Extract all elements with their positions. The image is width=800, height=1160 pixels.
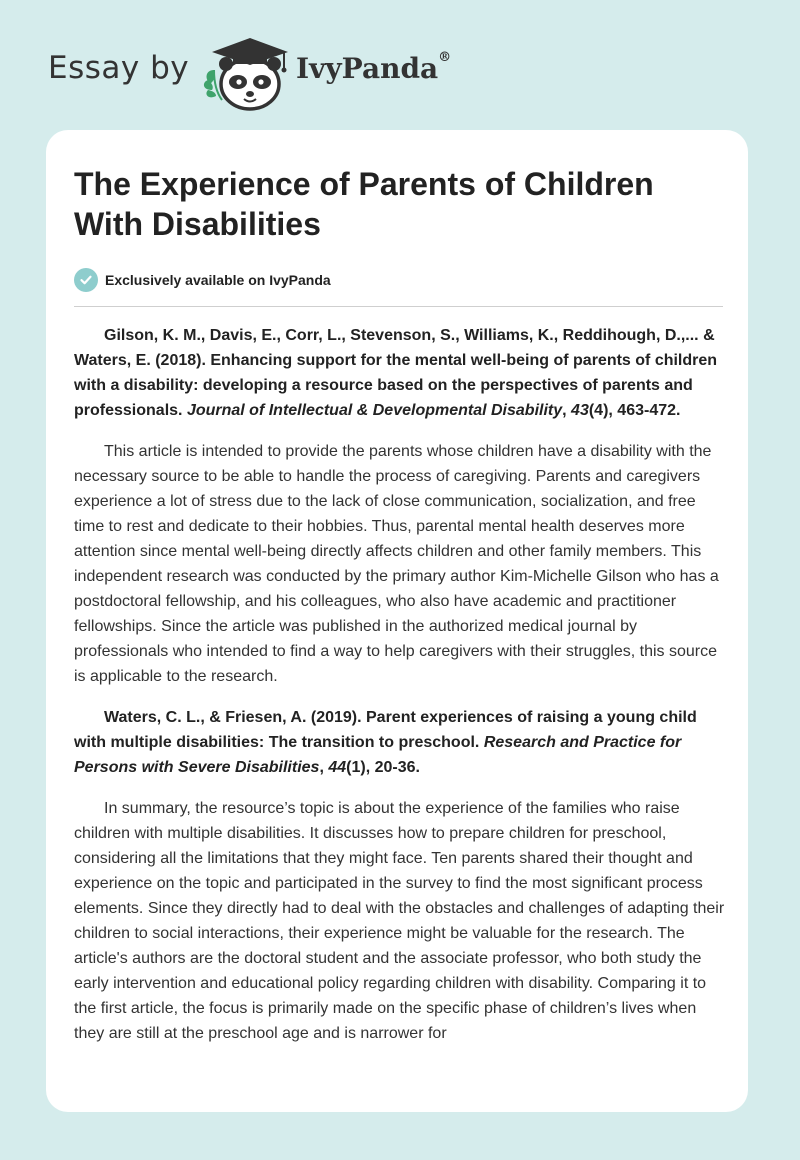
body-paragraph: In summary, the resource’s topic is about the experience of the families who raise children with multiple disabilities. It discusses how to prepare children for preschool, considering all the limitations that they might face. Ten parents shared their thought and experience on the topic and participated in the survey to find the most significant process elements. Since they directly had to deal with the obstacles and challenges of adapting their children to social interactions, their experience might be valuable for the research. The article's authors are the doctoral student and the associate professor, who both study the early intervention and educational policy regarding children with disability. Comparing it to the first article, the focus is primarily made on the specific phase of children’s lives when they are still at the preschool age and is narrower for <box>74 800 725 1042</box>
brand-prefix: Essay by <box>48 50 190 86</box>
reference-comma: , <box>319 759 324 776</box>
reference-volume: 43 <box>571 402 589 419</box>
reference-journal: Journal of Intellectual & Developmental Disability <box>186 402 563 419</box>
registered-mark: ® <box>438 50 452 65</box>
reference-citation: Waters, C. L., & Friesen, A. (2019). Parent experiences of raising a young child with multiple disabilities: The transition to preschool. <box>74 709 697 751</box>
body-paragraph: This article is intended to provide the parents whose children have a disability with the necessary source to be able to handle the process of caregiving. Parents and caregivers experience a lot of stress due to the lack of close communication, socialization, and free time to rest and dedicate to their hobbies. Thus, parental mental health deserves more attention since mental well-being directly affects children and other family members. This independent research was conducted by the primary author Kim-Michelle Gilson who has a postdoctoral fellowship, and his colleagues, who also have academic and practitioner fellowships. Since the article was published in the authorized medical journal by professionals who intended to find a way to help caregivers with their struggles, this source is applicable to the research. <box>74 443 719 685</box>
brand-name[interactable] <box>296 52 451 85</box>
reference-citation: Gilson, K. M., Davis, E., Corr, L., Stevenson, S., Williams, K., Reddihough, D.,... & Waters, E. (2018). Enhancing support for the mental well-being of parents of children with a disability: developing a resource based on the perspectives of parents and professionals. <box>74 327 718 419</box>
exclusive-badge <box>74 266 726 294</box>
panda-graduate-logo-icon[interactable] <box>200 34 295 112</box>
site-header <box>0 0 800 130</box>
divider <box>74 306 723 307</box>
reference-issue-pages: (4), 463-472. <box>588 402 681 419</box>
essay-card <box>46 130 748 1112</box>
brand-name-text: IvyPanda <box>296 52 439 85</box>
essay-body <box>74 323 726 1046</box>
reference-issue-pages: (1), 20-36. <box>346 759 420 776</box>
exclusive-text: Exclusively available on IvyPanda <box>105 272 331 288</box>
reference-volume: 44 <box>328 759 347 776</box>
reference-entry <box>74 323 726 423</box>
reference-entry <box>74 705 726 780</box>
reference-journal: Research and Practice for Persons with Severe Disabilities <box>74 734 682 776</box>
essay-content <box>74 164 726 1062</box>
reference-comma: , <box>562 402 567 419</box>
check-circle-icon <box>74 268 98 292</box>
essay-title: The Experience of Parents of Children With Disabilities <box>74 166 654 242</box>
